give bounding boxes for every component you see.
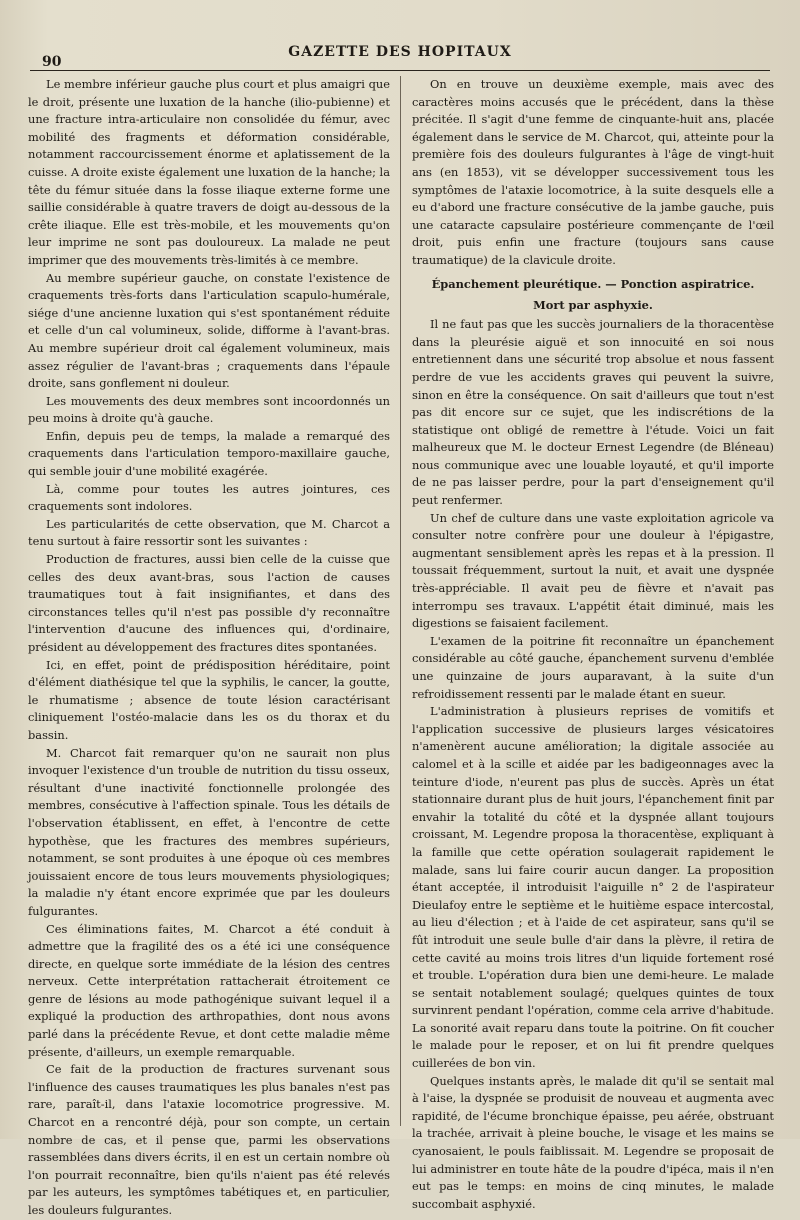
paragraph: Les mouvements des deux membres sont incoordonnés un peu moins à droite qu'à gauche. [28, 393, 390, 426]
section-subtitle: Mort par asphyxie. [533, 297, 653, 312]
paragraph: L'examen de la poitrine fit reconnaître un épanchement considérable au côté gauche, épanchement survenu d'emblée une quinzaine de jours auparavant, à la suite d'un refroidissement ressenti par le malade étant en sueur. [412, 633, 774, 701]
paragraph: M. Charcot fait remarquer qu'on ne saurait non plus invoquer l'existence d'un trouble de nutrition du tissu osseux, résultant d'une inactivité fonctionnelle prolongée des membres, consécutive à l'affection spinale. Tous les détails de l'observation établissent, en effet, à l'encontre de cette hypothèse, que les fractures des membres supérieurs, notamment, se sont produites à une époque où ces membres jouissaient encore de tous leurs mouvements physiologiques; la maladie n'y étant encore exprimée que par les douleurs fulgurantes. [28, 745, 390, 918]
journal-title: GAZETTE DES HOPITAUX [288, 44, 512, 60]
paragraph: Production de fractures, aussi bien celle de la cuisse que celles des deux avant-bras, sous l'action de causes traumatiques tout à fait insignifiantes, et dans des circonstances telles qu'il n'est pas possible d'y reconnaître l'intervention d'aucune des influences qui, d'ordinaire, président au développement des fractures dites spontanées. [28, 552, 390, 654]
paragraph: Le membre inférieur gauche plus court et plus amaigri que le droit, présente une luxation de la hanche (ilio-pubienne) et une fracture intra-articulaire non consolidée du fémur, avec mobilité des fragments et déformation considérable, notamment raccourcissement énorme et aplatissement de la cuisse. A droite existe également une luxation de la hanche; la tête du fémur située dans la fosse iliaque externe forme une saillie considérable à quatre travers de doigt au-dessous de la crête iliaque. Elle est très-mobile, et les mouvements qu'on leur imprime ne sont pas douloureux. La malade ne peut imprimer que des mouvements très-limités à ce membre. [28, 77, 390, 267]
section-title: Épanchement pleurétique. — Ponction aspiratrice. [431, 276, 755, 291]
left-column [28, 76, 390, 1217]
paragraph: Il ne faut pas que les succès journaliers de la thoracentèse dans la pleurésie aiguë et son innocuité en soi nous entretiennent dans une sécurité trop absolue et nous fassent perdre de vue les accidents graves qui peuvent la suivre, sinon en être la conséquence. On sait d'ailleurs que tout n'est pas dit encore sur ce sujet, que les indiscrétions de la statistique ont obligé de remettre à l'étude. Voici un fait malheureux que M. le docteur Ernest Legendre (de Bléneau) nous communique avec une louable loyauté, et qu'il importe de ne pas laisser perdre, pour la part d'enseignement qu'il peut renfermer. [412, 317, 774, 508]
right-column [412, 76, 774, 1211]
page-number: 90 [42, 54, 62, 70]
paragraph: Les particularités de cette observation, que M. Charcot a tenu surtout à faire ressortir sont les suivantes : [28, 516, 390, 549]
paragraph: On en trouve un deuxième exemple, mais avec des caractères moins accusés que le précédent, dans la thèse précitée. Il s'agit d'une femme de cinquante-huit ans, placée également dans le service de M. Charcot, qui, atteinte pour la première fois des douleurs fulgurantes à l'âge de vingt-huit ans (en 1853), vit se développer successivement tous les symptômes de l'ataxie locomotrice, à la suite desquels elle a eu d'abord une fracture consécutive de la jambe gauche, puis une cataracte capsulaire postérieure commençante de l'œil droit, puis enfin une fracture (toujours sans cause traumatique) de la clavicule droite. [412, 77, 774, 267]
paragraph: Ce fait de la production de fractures survenant sous l'influence des causes traumatiques les plus banales n'est pas rare, paraît-il, dans l'ataxie locomotrice progressive. M. Charcot en a rencontré déjà, pour son compte, un certain nombre de cas, et il pense que, parmi les observations rassemblées dans divers écrits, il en est un certain nombre où l'on pourrait reconnaître, bien qu'ils n'aient pas été relevés par les auteurs, les symptômes tabétiques et, en particulier, les douleurs fulgurantes. [28, 1062, 390, 1217]
paragraph: Au membre supérieur gauche, on constate l'existence de craquements très-forts dans l'articulation scapulo-humérale, siége d'une ancienne luxation qui s'est spontanément réduite et celle d'un cal volumineux, solide, difforme à l'avant-bras. Au membre supérieur droit cal également volumineux, mais assez régulier de l'avant-bras ; craquements dans l'épaule droite, sans gonflement ni douleur. [28, 270, 390, 391]
paragraph: Enfin, depuis peu de temps, la malade a remarqué des craquements dans l'articulation temporo-maxillaire gauche, qui semble jouir d'une mobilité exagérée. [28, 428, 390, 479]
column-divider [400, 76, 401, 1126]
paragraph: Ici, en effet, point de prédisposition héréditaire, point d'élément diathésique tel que la syphilis, le cancer, la goutte, le rhumatisme ; absence de toute lésion caractérisant cliniquement l'ostéo-malacie dans les os du thorax et du bassin. [28, 657, 390, 742]
page-header [30, 40, 770, 71]
paragraph: Un chef de culture dans une vaste exploitation agricole va consulter notre confrère pour une douleur à l'épigastre, augmentant sensiblement après les repas et à la pression. Il toussait fréquemment, surtout la nuit, et avait une dyspnée très-appréciable. Il avait peu de fièvre et n'avait pas interrompu ses travaux. L'appétit était diminué, mais les digestions se faisaient facilement. [412, 510, 774, 631]
paragraph: Ces éliminations faites, M. Charcot a été conduit à admettre que la fragilité des os a été ici une conséquence directe, en quelque sorte immédiate de la lésion des centres nerveux. Cette interprétation rattacherait étroitement ce genre de lésions au mode pathogénique suivant lequel il a expliqué la production des arthropathies, dont nous avons parlé dans la précédente Revue, et dont cette maladie même présente, d'ailleurs, un exemple remarquable. [28, 921, 390, 1059]
paragraph: Quelques instants après, le malade dit qu'il se sentait mal à l'aise, la dyspnée se produisit de nouveau et augmenta avec rapidité, de l'écume bronchique épaisse, peu aérée, obstruant la trachée, arrivait à pleine bouche, le visage et les mains se cyanosaient, le pouls faiblissait. M. Legendre se proposait de lui administrer en toute hâte de la poudre d'ipéca, mais il n'en eut pas le temps: en moins de cinq minutes, le malade succombait asphyxié. [412, 1073, 774, 1211]
paragraph: Là, comme pour toutes les autres jointures, ces craquements sont indolores. [28, 481, 390, 514]
paragraph: L'administration à plusieurs reprises de vomitifs et l'application successive de plusieurs larges vésicatoires n'amenèrent aucune amélioration; la digitale associée au calomel et à la scille et aidée par les badigeonnages avec la teinture d'iode, n'eurent pas plus de succès. Après un état stationnaire durant plus de huit jours, l'épanchement finit par envahir la totalité du côté et la dyspnée allant toujours croissant, M. Legendre proposa la thoracentèse, expliquant à la famille que cette opération soulagerait rapidement le malade, sans lui faire courir aucun danger. La proposition étant acceptée, il introduisit l'aiguille n° 2 de l'aspirateur Dieulafoy entre le septième et le huitième espace intercostal, au lieu d'élection ; et à l'aide de cet aspirateur, sans qu'il se fût introduit une seule bulle d'air dans la plèvre, il retira de cette cavité au moins trois litres d'un liquide fortement rosé et trouble. L'opération dura bien une demi-heure. Le malade se sentait notablement soulagé; quelques quintes de toux survinrent pendant l'opération, comme cela arrive d'habitude. La sonorité avait reparu dans toute la poitrine. On fit coucher le malade pour le reposer, et on lui fit prendre quelques cuillerées de bon vin. [412, 704, 774, 1071]
